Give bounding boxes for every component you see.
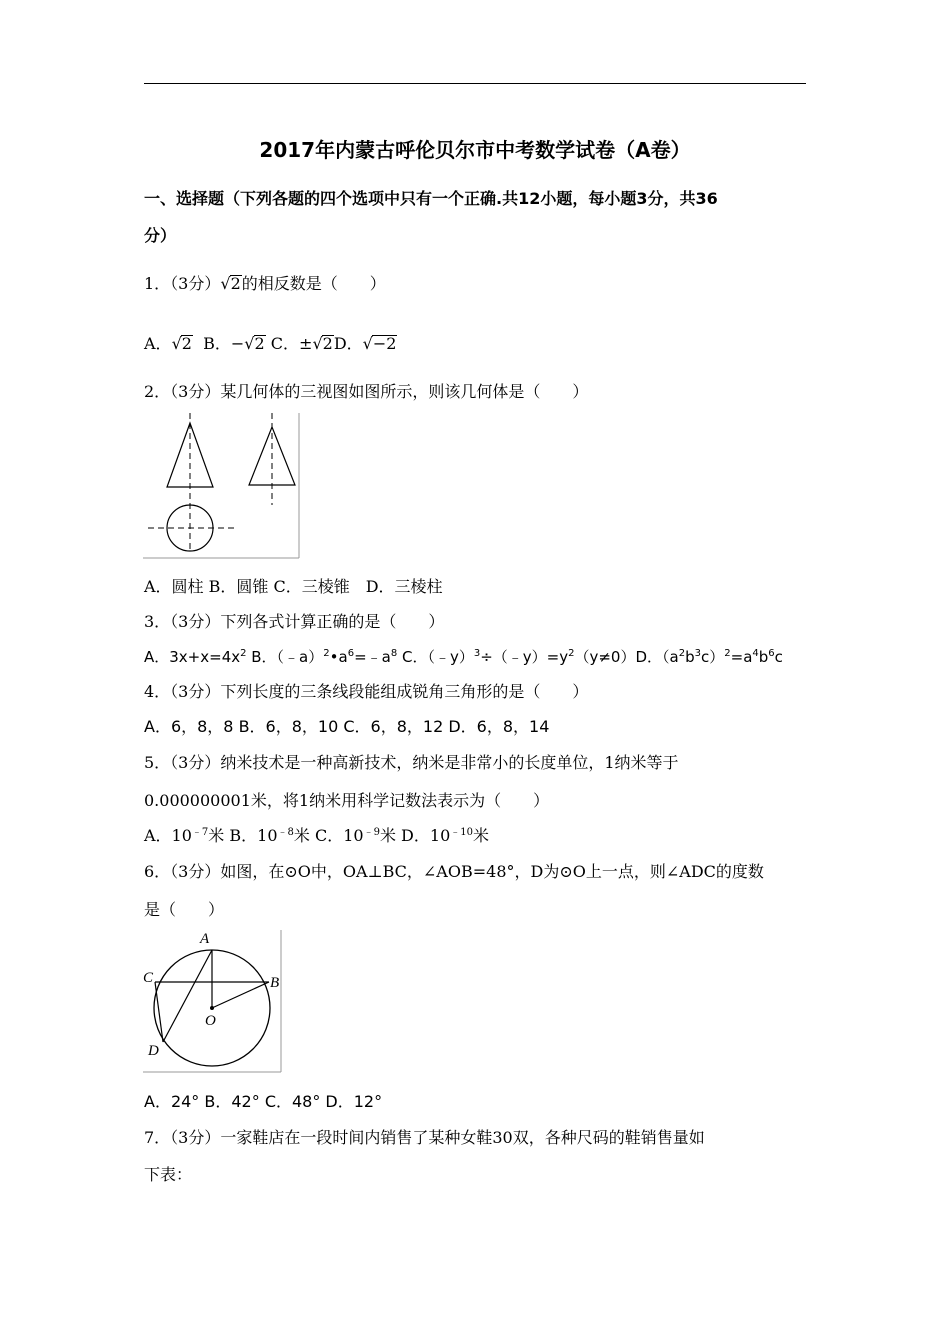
- q1-option-b-label: B．: [203, 334, 231, 353]
- q3-sup: 6: [768, 648, 775, 659]
- question-3-options: [144, 647, 783, 667]
- q5-option-a: A．10: [144, 826, 192, 845]
- point-label-o: O: [205, 1013, 216, 1029]
- question-1-options: [144, 334, 397, 354]
- point-label-c: C: [143, 970, 154, 986]
- sqrt-icon: √: [244, 334, 255, 353]
- q3-sup: 2: [568, 648, 575, 659]
- q5-sup: ﹣8: [277, 827, 294, 838]
- question-4-options: A．6，8，8 B．6，8，10 C．6，8，12 D．6，8，14: [144, 717, 550, 736]
- question-5-line1: 5．（3分）纳米技术是一种高新技术，纳米是非常小的长度单位，1纳米等于: [144, 753, 679, 772]
- q3-text: c）: [701, 648, 725, 666]
- q3-sup: 4: [752, 648, 759, 659]
- question-1: [144, 274, 386, 294]
- q5-sup: ﹣7: [191, 827, 209, 838]
- q1-option-d-radicand: −2: [372, 334, 397, 353]
- q1-option-b-minus: −: [230, 334, 245, 353]
- q3-text: c: [774, 648, 783, 666]
- q3-option-b: B．（﹣a）: [246, 648, 324, 666]
- sqrt-icon: √: [362, 334, 373, 353]
- q3-option-a: A．3x+x=4x: [144, 648, 241, 666]
- question-7-line1: 7．（3分）一家鞋店在一段时间内销售了某种女鞋30双，各种尺码的鞋销售量如: [144, 1128, 705, 1147]
- q5-sup: ﹣10: [450, 827, 473, 838]
- header-rule: [144, 83, 806, 84]
- q3-sup: 2: [240, 648, 247, 659]
- question-5-options: [144, 826, 489, 846]
- section-heading-line1: 一、选择题（下列各题的四个选项中只有一个正确.共12小题，每小题3分，共36: [144, 189, 718, 208]
- q1-option-d-label: D．: [333, 334, 363, 353]
- q1-option-a-radicand: 2: [181, 334, 192, 353]
- question-6-line2: 是（ ）: [144, 900, 225, 919]
- question-2: 2．（3分）某几何体的三视图如图所示，则该几何体是（ ）: [144, 382, 589, 401]
- sqrt-icon: √: [220, 274, 231, 293]
- sqrt-icon: √: [171, 334, 182, 353]
- q3-text: b: [758, 648, 769, 666]
- q1-option-c-radicand: 2: [322, 334, 333, 353]
- q3-sup: 2: [724, 648, 731, 659]
- q3-text: •a: [329, 648, 348, 666]
- q3-sup: 3: [473, 648, 481, 659]
- q5-sup: ﹣9: [363, 827, 380, 838]
- q3-text: ÷（﹣y）=y: [480, 648, 569, 666]
- q1-suffix: 的相反数是（ ）: [241, 274, 386, 293]
- q3-text: =﹣a: [354, 648, 391, 666]
- q1-option-c-label: C．: [270, 334, 300, 353]
- q3-text: b: [685, 648, 695, 666]
- q1-option-b-radicand: 2: [254, 334, 265, 353]
- question-2-options: A．圆柱 B．圆锥 C．三棱锥 D．三棱柱: [144, 577, 443, 596]
- question-3: 3．（3分）下列各式计算正确的是（ ）: [144, 612, 445, 631]
- point-label-b: B: [270, 975, 280, 991]
- q5-option-d: 米 D．10: [379, 826, 451, 845]
- point-label-d: D: [148, 1043, 159, 1059]
- q3-sup: 8: [390, 648, 398, 659]
- q3-sup: 2: [678, 648, 686, 659]
- q5-option-b: 米 B．10: [208, 826, 278, 845]
- q5-unit: 米: [472, 826, 489, 845]
- question-6-options: A．24° B．42° C．48° D．12°: [144, 1092, 383, 1111]
- point-label-a: A: [200, 931, 210, 947]
- sqrt-icon: √: [312, 334, 323, 353]
- q3-sup: 3: [694, 648, 701, 659]
- q3-text: =a: [730, 648, 753, 666]
- q1-option-c-pm: ±: [299, 334, 313, 353]
- page-title: 2017年内蒙古呼伦贝尔市中考数学试卷（A卷）: [259, 138, 691, 162]
- q3-option-d: （y≠0）D．（a: [574, 648, 679, 666]
- circle-figure: [143, 930, 283, 1073]
- question-4: 4．（3分）下列长度的三条线段能组成锐角三角形的是（ ）: [144, 682, 589, 701]
- q1-radicand: 2: [230, 274, 241, 293]
- q1-prefix: 1．（3分）: [144, 274, 221, 293]
- three-view-figure: [143, 413, 301, 560]
- section-heading-line2: 分）: [144, 226, 177, 245]
- q3-sup: 2: [323, 648, 330, 659]
- question-7-line2: 下表：: [144, 1165, 193, 1184]
- question-6-line1: 6．（3分）如图，在⊙O中，OA⊥BC，∠AOB=48°，D为⊙O上一点，则∠ADC的度数: [144, 862, 764, 881]
- q3-sup: 6: [347, 648, 355, 659]
- question-5-line2: 0.000000001米，将1纳米用科学记数法表示为（ ）: [144, 791, 550, 810]
- q1-option-a-label: A．: [144, 334, 172, 353]
- q3-option-c: C．（﹣y）: [397, 648, 474, 666]
- q5-option-c: 米 C．10: [293, 826, 364, 845]
